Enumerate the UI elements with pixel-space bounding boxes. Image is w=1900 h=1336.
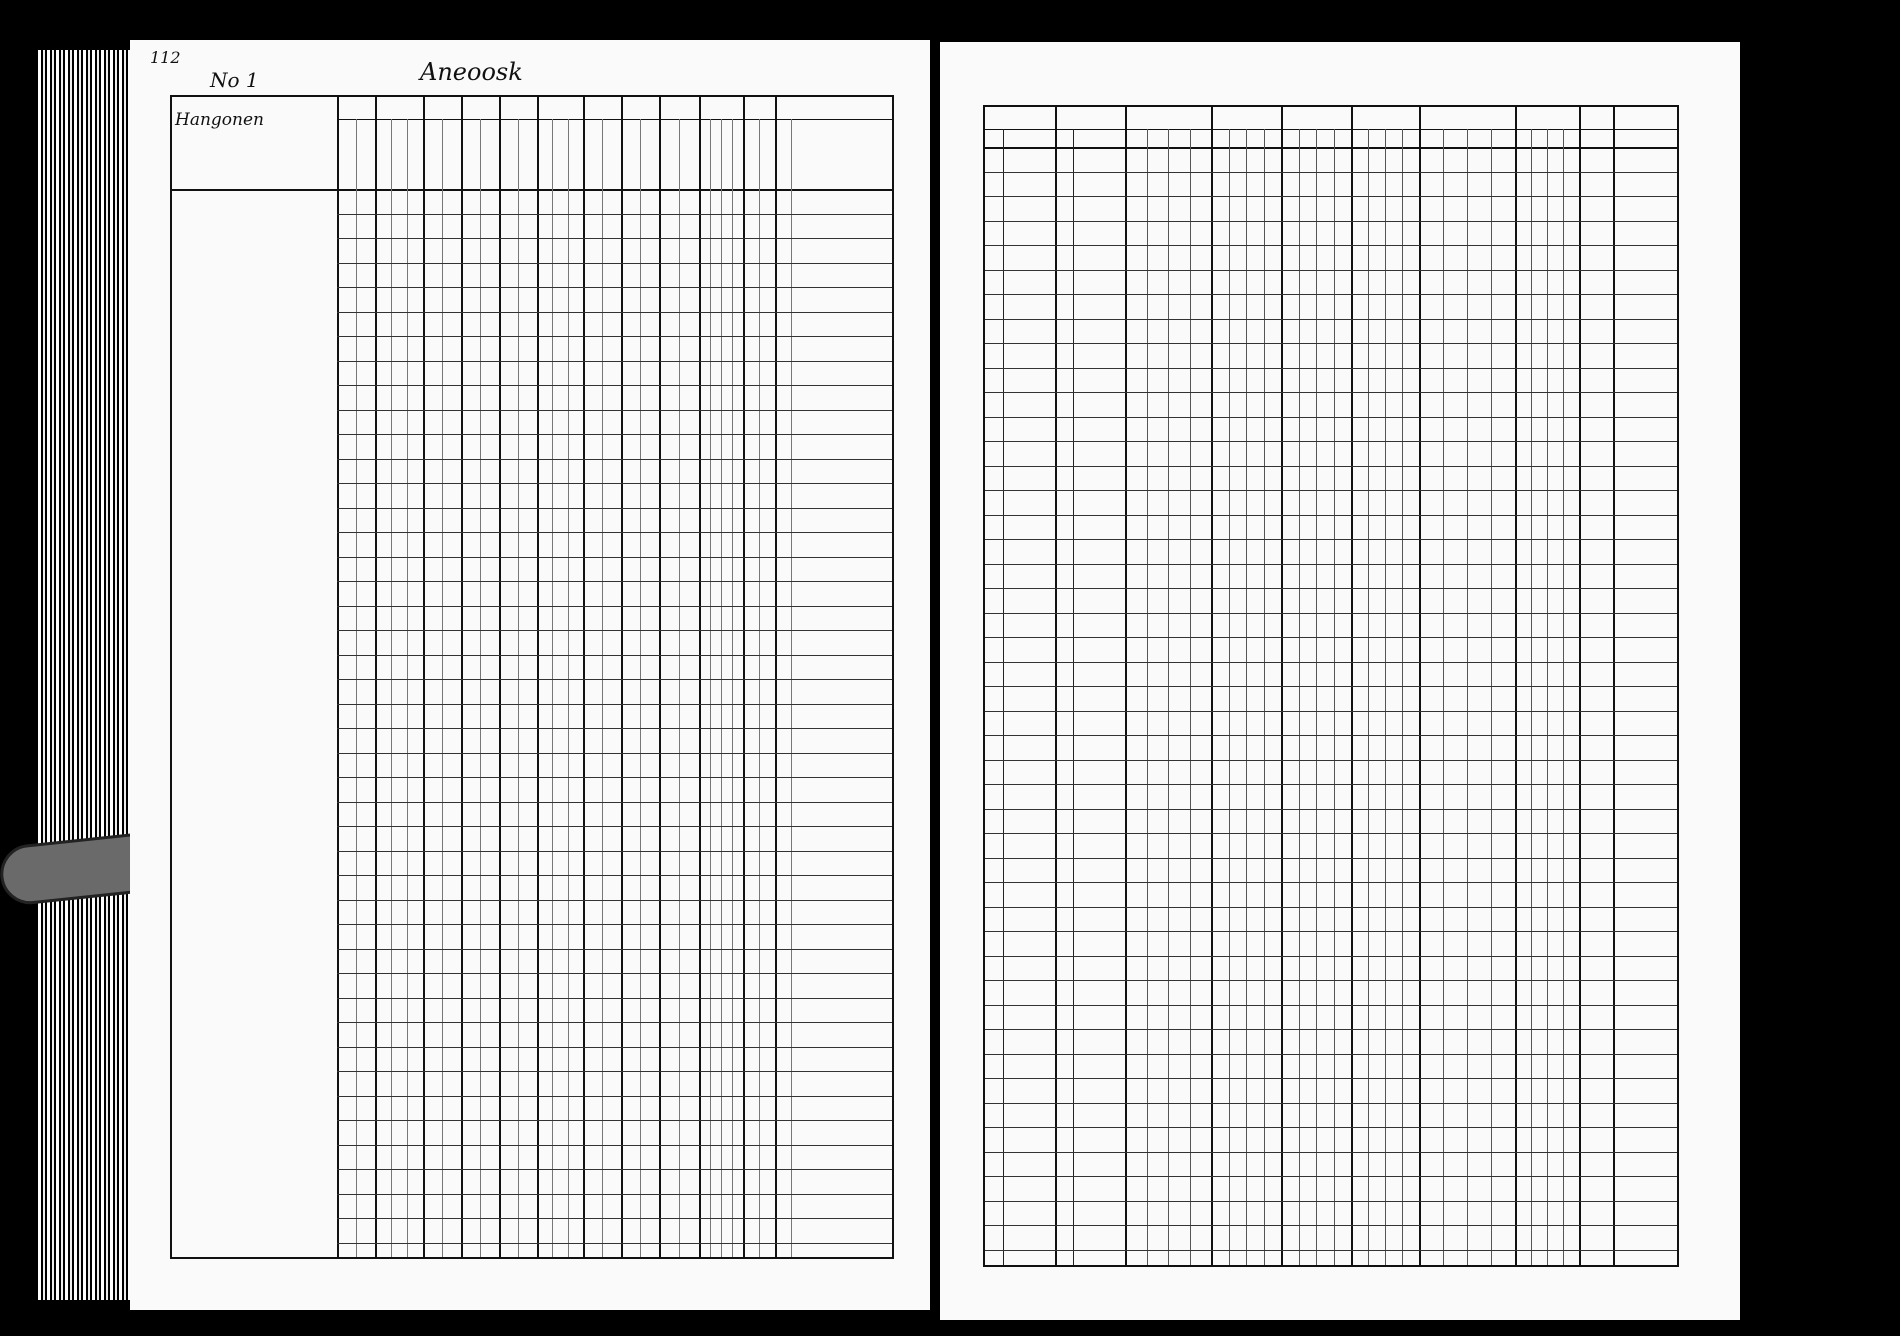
register-row-rule <box>985 662 1677 663</box>
group-column-border <box>537 97 539 1257</box>
book-gutter <box>930 30 940 1330</box>
subcolumn-divider <box>568 119 569 1257</box>
subcolumn-divider <box>640 119 641 1257</box>
register-row-rule <box>337 1096 892 1097</box>
register-row-rule <box>985 466 1677 467</box>
group-column-border <box>659 97 661 1257</box>
register-row-rule <box>985 245 1677 246</box>
subcolumn-divider <box>710 119 711 1257</box>
register-row-rule <box>337 728 892 729</box>
register-row-rule <box>985 515 1677 516</box>
right-page <box>940 42 1740 1320</box>
subcolumn-divider <box>1563 129 1564 1265</box>
register-row-rule <box>337 238 892 239</box>
register-row-rule <box>985 735 1677 736</box>
register-row-rule <box>985 539 1677 540</box>
subcolumn-divider <box>1531 129 1532 1265</box>
register-row-rule <box>985 588 1677 589</box>
subcolumn-divider <box>1299 129 1300 1265</box>
register-row-rule <box>985 809 1677 810</box>
register-row-rule <box>337 1071 892 1072</box>
register-row-rule <box>985 1152 1677 1153</box>
group-column-border <box>743 97 745 1257</box>
register-row-rule <box>337 1022 892 1023</box>
subcolumn-divider <box>1246 129 1247 1265</box>
register-row-rule <box>337 459 892 460</box>
register-row-rule <box>337 1243 892 1244</box>
subcolumn-divider <box>1385 129 1386 1265</box>
group-column-border <box>423 97 425 1257</box>
register-row-rule <box>985 270 1677 271</box>
subcolumn-divider <box>1147 129 1148 1265</box>
register-row-rule <box>985 1005 1677 1006</box>
subcolumn-divider <box>1190 129 1191 1265</box>
register-row-rule <box>985 1250 1677 1251</box>
register-row-rule <box>985 1054 1677 1055</box>
register-row-rule <box>985 172 1677 173</box>
subcolumn-divider <box>1264 129 1265 1265</box>
register-row-rule <box>985 907 1677 908</box>
register-grid-right <box>983 105 1679 1267</box>
register-row-rule <box>337 483 892 484</box>
village-heading: Aneoosk <box>420 58 523 86</box>
register-row-rule <box>337 924 892 925</box>
subcolumn-divider <box>732 119 733 1257</box>
register-row-rule <box>337 851 892 852</box>
register-row-rule <box>985 956 1677 957</box>
register-row-rule <box>985 319 1677 320</box>
subcolumn-divider <box>407 119 408 1257</box>
book-page-edges <box>38 50 130 1300</box>
group-column-border <box>461 97 463 1257</box>
name-column-border <box>337 97 339 1257</box>
register-row-rule <box>985 1078 1677 1079</box>
register-row-rule <box>337 1218 892 1219</box>
subcolumn-divider <box>480 119 481 1257</box>
register-row-rule <box>985 931 1677 932</box>
subcolumn-divider <box>1491 129 1492 1265</box>
register-row-rule <box>985 980 1677 981</box>
register-row-rule <box>985 368 1677 369</box>
register-row-rule <box>337 508 892 509</box>
subcolumn-divider <box>1334 129 1335 1265</box>
subcolumn-divider <box>1547 129 1548 1265</box>
register-row-rule <box>985 343 1677 344</box>
header-rule <box>172 189 892 191</box>
register-row-rule <box>337 826 892 827</box>
register-row-rule <box>337 434 892 435</box>
register-row-rule <box>337 704 892 705</box>
register-row-rule <box>985 637 1677 638</box>
group-column-border <box>499 97 501 1257</box>
group-column-border <box>375 97 377 1257</box>
subcolumn-divider <box>602 119 603 1257</box>
farm-heading: Hangonen <box>175 110 264 130</box>
register-row-rule <box>985 1127 1677 1128</box>
register-row-rule <box>337 361 892 362</box>
register-row-rule <box>985 760 1677 761</box>
subcolumn-divider <box>1316 129 1317 1265</box>
register-row-rule <box>985 1225 1677 1226</box>
register-row-rule <box>337 900 892 901</box>
register-row-rule <box>985 1176 1677 1177</box>
register-row-rule <box>337 655 892 656</box>
group-column-border <box>621 97 623 1257</box>
day-column-divider <box>1073 129 1074 1265</box>
register-row-rule <box>985 1029 1677 1030</box>
register-row-rule <box>985 686 1677 687</box>
register-row-rule <box>337 287 892 288</box>
subcolumn-divider <box>759 119 760 1257</box>
register-row-rule <box>337 336 892 337</box>
register-row-rule <box>337 949 892 950</box>
register-row-rule <box>337 777 892 778</box>
register-row-rule <box>337 1047 892 1048</box>
register-row-rule <box>985 613 1677 614</box>
register-row-rule <box>337 606 892 607</box>
register-row-rule <box>985 221 1677 222</box>
register-grid-left <box>170 95 894 1259</box>
register-row-rule <box>337 1169 892 1170</box>
subcolumn-divider <box>679 119 680 1257</box>
subcolumn-divider <box>1368 129 1369 1265</box>
header-rule <box>985 147 1677 149</box>
register-row-rule <box>985 711 1677 712</box>
register-row-rule <box>985 392 1677 393</box>
subcolumn-divider <box>552 119 553 1257</box>
group-column-border <box>775 97 777 1257</box>
subcolumn-divider <box>1402 129 1403 1265</box>
register-row-rule <box>337 679 892 680</box>
register-row-rule <box>337 1194 892 1195</box>
subcolumn-divider <box>356 119 357 1257</box>
subcolumn-divider <box>518 119 519 1257</box>
subcolumn-divider <box>391 119 392 1257</box>
subcolumn-divider <box>1229 129 1230 1265</box>
register-row-rule <box>337 385 892 386</box>
register-row-rule <box>337 998 892 999</box>
subcolumn-divider <box>1168 129 1169 1265</box>
register-row-rule <box>337 802 892 803</box>
day-column-divider <box>1003 129 1004 1265</box>
record-number: No 1 <box>210 68 259 92</box>
register-row-rule <box>337 973 892 974</box>
register-row-rule <box>337 1145 892 1146</box>
group-column-border <box>583 97 585 1257</box>
register-row-rule <box>985 564 1677 565</box>
register-row-rule <box>337 581 892 582</box>
group-header-rule <box>337 119 892 120</box>
register-row-rule <box>337 1120 892 1121</box>
register-row-rule <box>985 1103 1677 1104</box>
subcolumn-divider <box>442 119 443 1257</box>
group-column-border <box>699 97 701 1257</box>
register-row-rule <box>337 557 892 558</box>
register-row-rule <box>985 490 1677 491</box>
register-row-rule <box>337 532 892 533</box>
register-row-rule <box>985 858 1677 859</box>
page-number: 112 <box>150 48 181 67</box>
subcolumn-divider <box>1443 129 1444 1265</box>
register-row-rule <box>985 294 1677 295</box>
register-row-rule <box>337 214 892 215</box>
top-header-rule <box>985 129 1677 130</box>
subcolumn-divider <box>791 119 792 1257</box>
register-row-rule <box>337 630 892 631</box>
register-row-rule <box>985 196 1677 197</box>
register-row-rule <box>985 833 1677 834</box>
left-page <box>130 40 930 1310</box>
register-row-rule <box>985 882 1677 883</box>
register-row-rule <box>337 753 892 754</box>
register-row-rule <box>985 1201 1677 1202</box>
register-row-rule <box>985 417 1677 418</box>
register-row-rule <box>337 875 892 876</box>
register-row-rule <box>985 784 1677 785</box>
register-row-rule <box>337 263 892 264</box>
register-row-rule <box>985 441 1677 442</box>
subcolumn-divider <box>1467 129 1468 1265</box>
register-row-rule <box>337 410 892 411</box>
subcolumn-divider <box>721 119 722 1257</box>
register-row-rule <box>337 312 892 313</box>
